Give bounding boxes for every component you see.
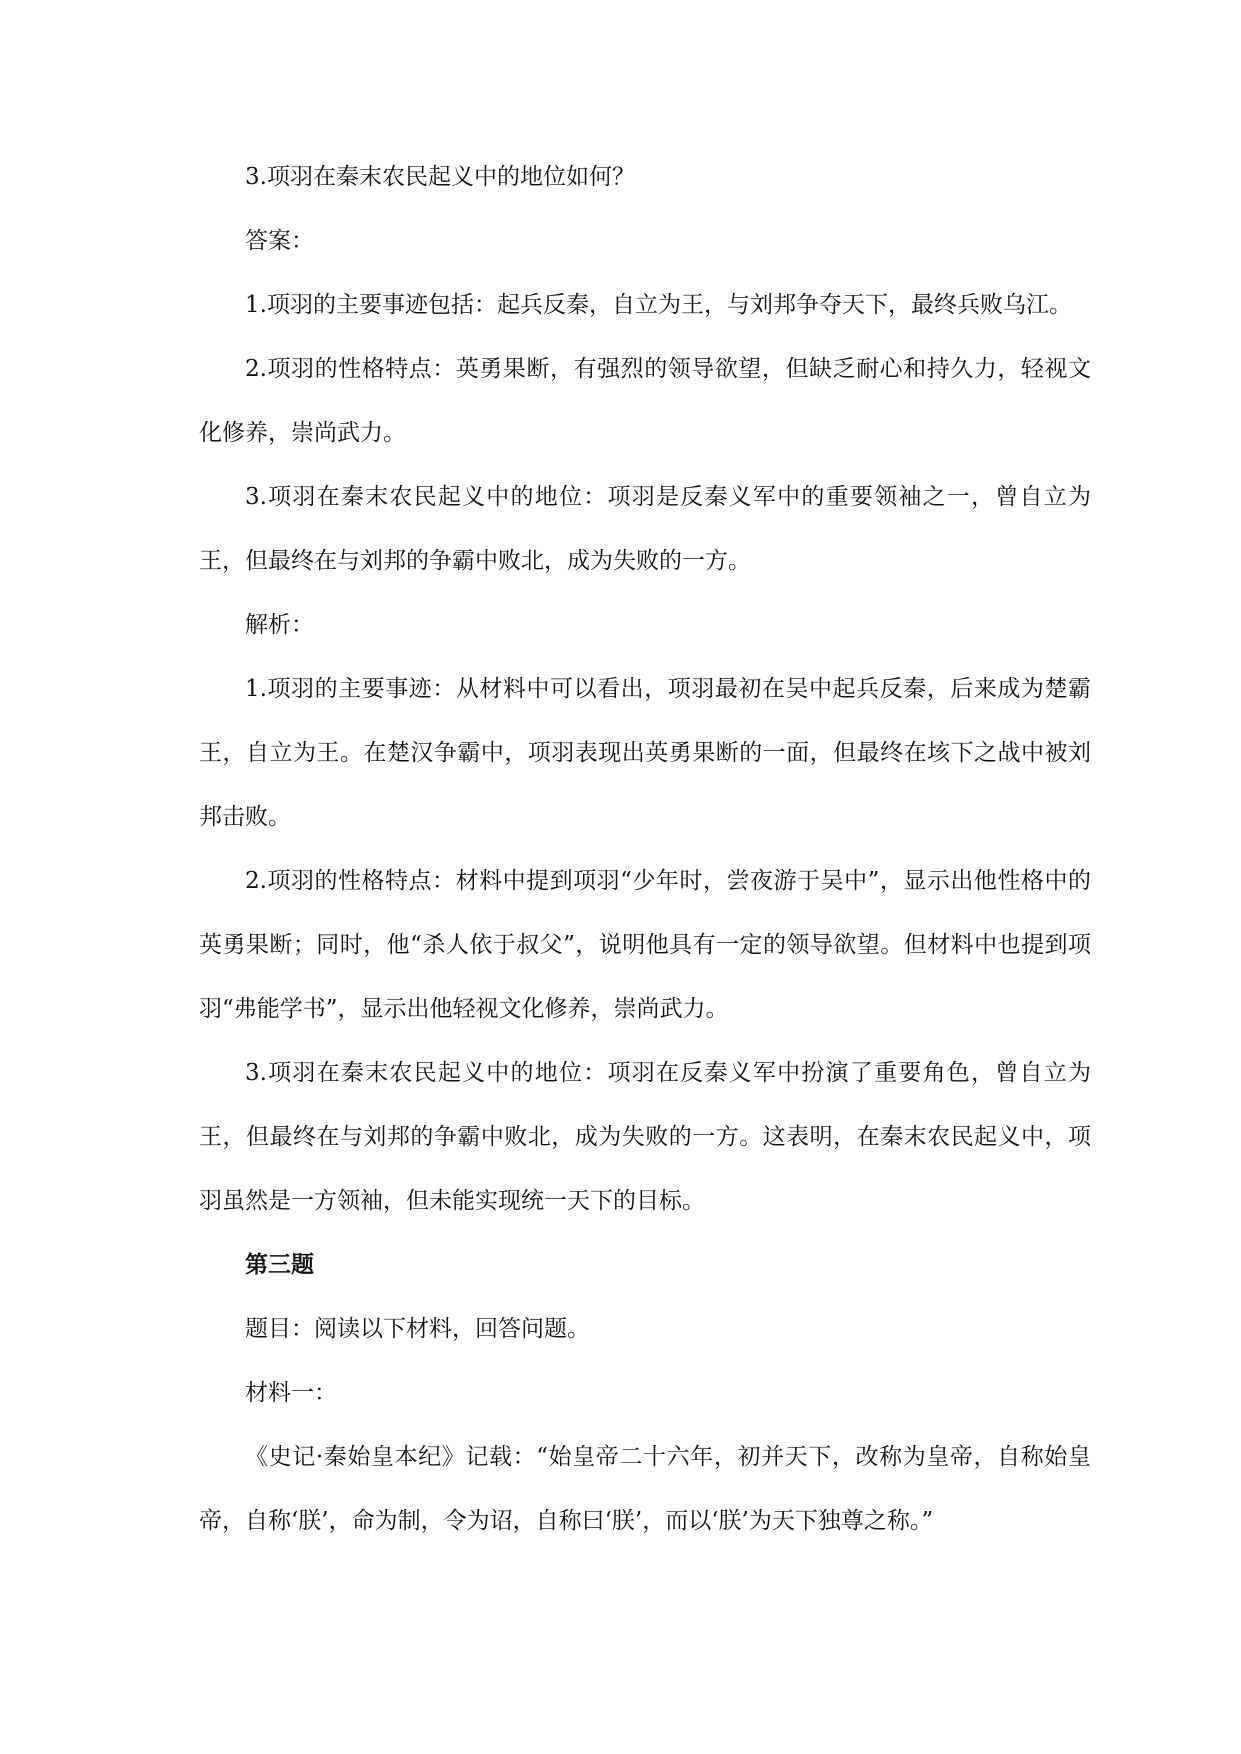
analysis-item-2: 2.项羽的性格特点：材料中提到项羽“少年时，尝夜游于吴中”，显示出他性格中的英勇果断；同时，他“杀人依于叔父”，说明他具有一定的领导欲望。但材料中也提到项羽“弗能学书”，显示出他轻视文化修养，崇尚武力。 xyxy=(199,868,1091,1022)
question-3-text: 3.项羽在秦末农民起义中的地位如何？ xyxy=(245,164,635,190)
answer-heading: 答案： xyxy=(245,228,314,254)
analysis-item-3: 3.项羽在秦末农民起义中的地位：项羽在反秦义军中扮演了重要角色，曾自立为王，但最终在与刘邦的争霸中败北，成为失败的一方。这表明，在秦末农民起义中，项羽虽然是一方领袖，但未能实现统一天下的目标。 xyxy=(199,1060,1091,1214)
analysis-heading: 解析： xyxy=(245,612,314,638)
section-heading-question-3: 第三题 xyxy=(245,1251,314,1278)
answer-item-2: 2.项羽的性格特点：英勇果断，有强烈的领导欲望，但缺乏耐心和持久力，轻视文化修养，崇尚武力。 xyxy=(199,356,1091,446)
question-prompt: 题目：阅读以下材料，回答问题。 xyxy=(245,1316,590,1342)
analysis-item-1: 1.项羽的主要事迹：从材料中可以看出，项羽最初在吴中起兵反秦，后来成为楚霸王，自立为王。在楚汉争霸中，项羽表现出英勇果断的一面，但最终在垓下之战中被刘邦击败。 xyxy=(199,676,1091,830)
answer-item-1: 1.项羽的主要事迹包括：起兵反秦，自立为王，与刘邦争夺天下，最终兵败乌江。 xyxy=(245,292,1072,318)
document-body xyxy=(199,145,1091,1553)
answer-item-3: 3.项羽在秦末农民起义中的地位：项羽是反秦义军中的重要领袖之一，曾自立为王，但最终在与刘邦的争霸中败北，成为失败的一方。 xyxy=(199,484,1091,574)
material-1-quote: 《史记·秦始皇本纪》记载：“始皇帝二十六年，初并天下，改称为皇帝，自称始皇帝，自称‘朕’，命为制，令为诏，自称曰‘朕’，而以‘朕’为天下独尊之称。” xyxy=(199,1444,1091,1534)
material-1-heading: 材料一： xyxy=(245,1380,337,1406)
